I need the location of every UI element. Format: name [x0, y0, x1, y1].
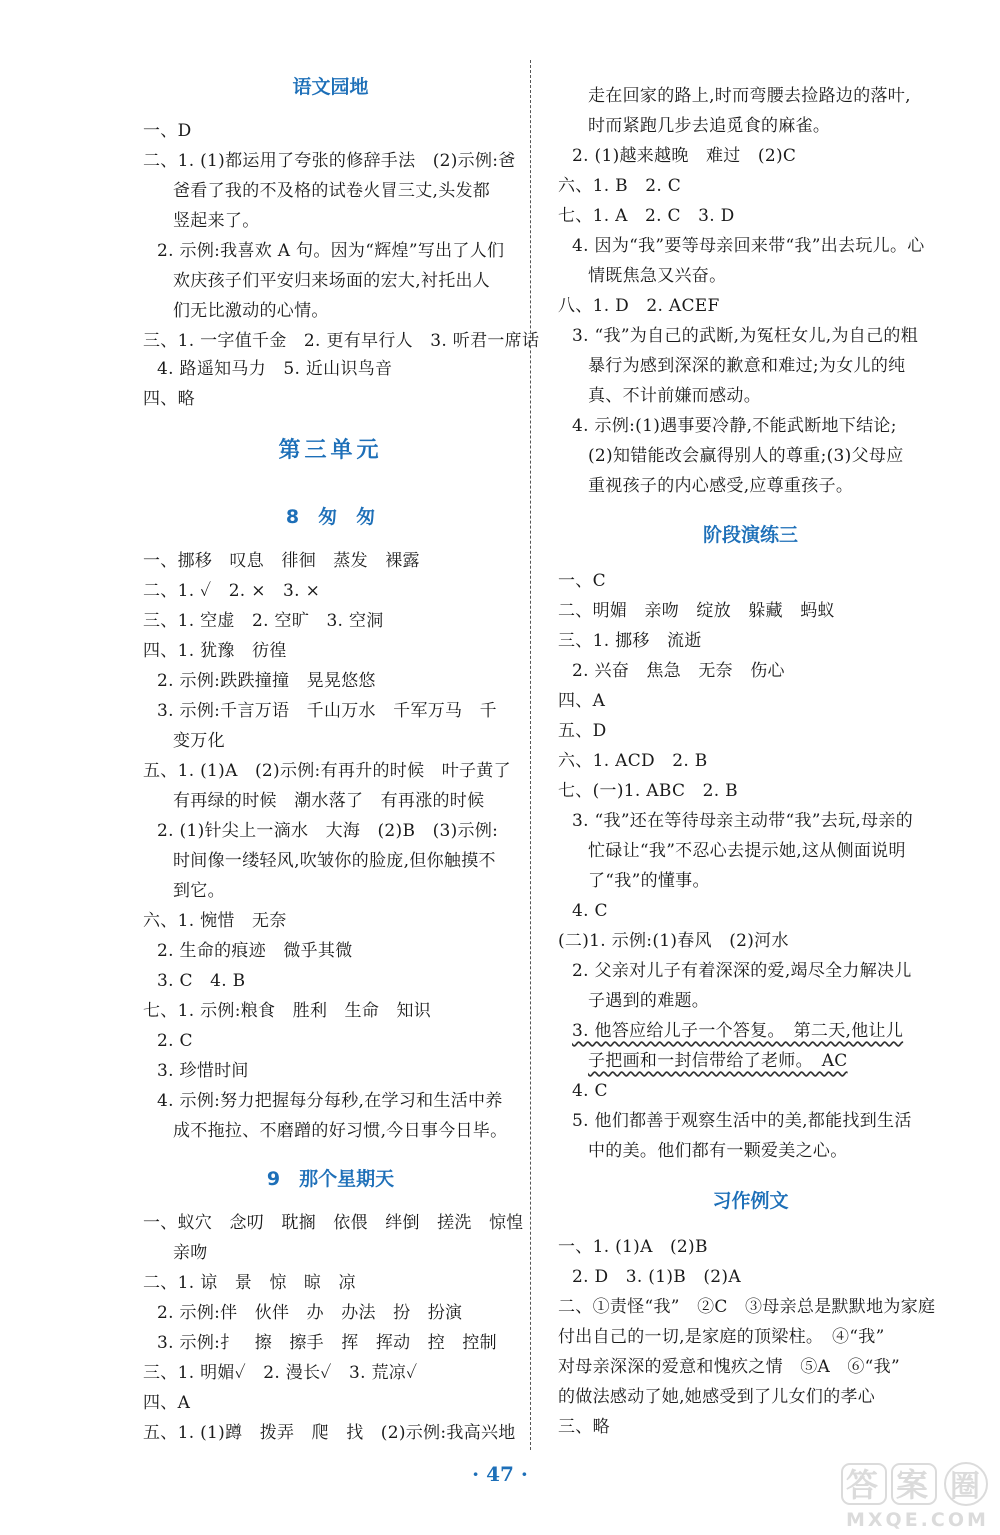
heading-unit-three: 第三单元	[278, 438, 383, 463]
answer-line: 三、1. 明媚✓ 2. 漫长✓ 3. 荒凉✓	[143, 1363, 418, 1383]
answer-line: 七、1. 示例:粮食 胜利 生命 知识	[143, 1001, 432, 1021]
answer-line: 三、略	[558, 1417, 610, 1437]
answer-line: 二、1. ✓ 2. × 3. ×	[143, 581, 321, 601]
answer-line: 亲吻	[173, 1243, 208, 1263]
answer-line: 4. 路遥知马力 5. 近山识鸟音	[157, 359, 393, 379]
answer-line: 五、1. (1)蹲 拨弄 爬 找 (2)示例:我高兴地	[143, 1423, 516, 1443]
answer-line: 2. D 3. (1)B (2)A	[572, 1267, 741, 1287]
answer-line: 3. “我”为自己的武断,为冤枉女儿,为自己的粗	[572, 326, 919, 346]
answer-line: 情既焦急又兴奋。	[588, 266, 727, 286]
svg-text:圈: 圈	[950, 1469, 980, 1504]
answer-line: 一、1. (1)A (2)B	[558, 1237, 708, 1257]
heading-stage-practice-three: 阶段演练三	[702, 524, 798, 546]
answer-line: 了“我”的懂事。	[588, 871, 710, 891]
answer-line: 4. 示例:努力把握每分每秒,在学习和生活中养	[157, 1091, 503, 1111]
answer-line: 六、1. B 2. C	[558, 176, 682, 196]
answer-line-underlined: 3. 他答应给儿子一个答复。 第二天,他让儿	[572, 1021, 904, 1041]
answer-line: 七、(一)1. ABC 2. B	[558, 781, 738, 801]
answer-line: 一、蚁穴 念叨 耽搁 依偎 绊倒 搓洗 惊惶	[143, 1213, 524, 1233]
answer-line: 一、C	[558, 571, 606, 591]
answer-line: 子遇到的难题。	[588, 991, 710, 1011]
heading-lesson-9: 9 那个星期天	[266, 1168, 395, 1190]
answer-line-underlined: 子把画和一封信带给了老师。 AC	[588, 1051, 848, 1071]
answer-line: 的做法感动了她,她感受到了儿女们的孝心	[558, 1387, 876, 1407]
heading-yuwen-yuandi: 语文园地	[292, 76, 369, 98]
answer-line: 2. 示例:我喜欢 A 句。因为“辉煌”写出了人们	[157, 241, 505, 261]
answer-line: 六、1. 惋惜 无奈	[143, 911, 287, 931]
answer-line: 2. 生命的痕迹 微乎其微	[157, 941, 353, 961]
answer-line: 走在回家的路上,时而弯腰去捡路边的落叶,	[588, 86, 911, 106]
answer-line: 一、D	[143, 121, 192, 141]
answer-line: 二、1. 谅 景 惊 晾 凉	[143, 1273, 356, 1293]
answer-line: 成不拖拉、不磨蹭的好习惯,今日事今日毕。	[173, 1121, 508, 1141]
answer-line: 重视孩子的内心感受,应尊重孩子。	[588, 476, 854, 496]
answer-line: 六、1. ACD 2. B	[558, 751, 708, 771]
column-divider	[530, 60, 532, 1450]
watermark-logo	[838, 1460, 993, 1532]
answer-line: 五、1. (1)A (2)示例:有再升的时候 叶子黄了	[143, 761, 511, 781]
answer-line: 3. “我”还在等待母亲主动带“我”去玩,母亲的	[572, 811, 913, 831]
answer-line: 4. 因为“我”要等母亲回来带“我”出去玩儿。心	[572, 236, 925, 256]
answer-line: 三、1. 空虚 2. 空旷 3. 空洞	[143, 611, 384, 631]
svg-text:案: 案	[896, 1466, 929, 1504]
answer-line: 2. 示例:伴 伙伴 办 办法 扮 扮演	[157, 1303, 463, 1323]
answer-line: 四、A	[558, 691, 606, 711]
answer-line: 3. C 4. B	[157, 971, 246, 991]
answer-line: 3. 示例:千言万语 千山万水 千军万马 千	[157, 701, 497, 721]
answer-line: 七、1. A 2. C 3. D	[558, 206, 735, 226]
answer-line: 四、A	[143, 1393, 191, 1413]
answer-line: 2. 父亲对儿子有着深深的爱,竭尽全力解决儿	[572, 961, 912, 981]
answer-line: 4. 示例:(1)遇事要冷静,不能武断地下结论;	[572, 416, 897, 436]
answer-line: 2. (1)针尖上一滴水 大海 (2)B (3)示例:	[157, 821, 499, 841]
answer-line: 暴行为感到深深的歉意和难过;为女儿的纯	[588, 356, 906, 376]
answer-line: 3. 示例:扌 擦 擦手 挥 挥动 控 控制	[157, 1333, 497, 1353]
answer-line: 对母亲深深的爱意和愧疚之情 ⑤A ⑥“我”	[558, 1357, 900, 1377]
answer-line: 有再绿的时候 潮水落了 有再涨的时候	[173, 791, 485, 811]
answer-line: 2. C	[157, 1031, 193, 1051]
page-number: · 47 ·	[472, 1462, 528, 1486]
answer-line: 2. (1)越来越晚 难过 (2)C	[572, 146, 797, 166]
answer-line: 忙碌让“我”不忍心去提示她,这从侧面说明	[588, 841, 906, 861]
answer-line: 一、挪移 叹息 徘徊 蒸发 裸露	[143, 551, 420, 571]
heading-lesson-8: 8 匆 匆	[285, 506, 376, 528]
answer-line: 三、1. 一字值千金 2. 更有早行人 3. 听君一席话	[143, 331, 540, 351]
answer-line: 二、①责怪“我” ②C ③母亲总是默默地为家庭	[558, 1297, 936, 1317]
answer-line: 时而紧跑几步去追觅食的麻雀。	[588, 116, 831, 136]
answer-line: 们无比激动的心情。	[173, 301, 329, 321]
answer-line: 五、D	[558, 721, 607, 741]
answer-line: (2)知错能改会赢得别人的尊重;(3)父母应	[588, 446, 904, 466]
svg-text:MXQE.COM: MXQE.COM	[846, 1509, 989, 1531]
answer-line: 四、1. 犹豫 彷徨	[143, 641, 287, 661]
answer-line: 四、略	[143, 389, 195, 409]
answer-line: 三、1. 挪移 流逝	[558, 631, 702, 651]
answer-line: 4. C	[572, 1081, 608, 1101]
answer-line: 二、1. (1)都运用了夸张的修辞手法 (2)示例:爸	[143, 151, 516, 171]
svg-text:答: 答	[846, 1466, 879, 1504]
answer-line: 爸看了我的不及格的试卷火冒三丈,头发都	[173, 181, 491, 201]
answer-line: 3. 珍惜时间	[157, 1061, 249, 1081]
answer-line: 4. C	[572, 901, 608, 921]
answer-line: 欢庆孩子们平安归来场面的宏大,衬托出人	[173, 271, 491, 291]
answer-line: 变万化	[173, 731, 225, 751]
answer-line: 到它。	[173, 881, 225, 901]
answer-line: 八、1. D 2. ACEF	[558, 296, 720, 316]
heading-essay-examples: 习作例文	[712, 1190, 789, 1212]
answer-line: 中的美。他们都有一颗爱美之心。	[588, 1141, 848, 1161]
answer-line: (二)1. 示例:(1)春风 (2)河水	[558, 931, 789, 951]
answer-line: 真、不计前嫌而感动。	[588, 386, 761, 406]
answer-line: 付出自己的一切,是家庭的顶梁柱。 ④“我”	[558, 1327, 885, 1347]
answer-line: 二、明媚 亲吻 绽放 躲藏 蚂蚁	[558, 601, 835, 621]
answer-line: 2. 兴奋 焦急 无奈 伤心	[572, 661, 785, 681]
answer-line: 时间像一缕轻风,吹皱你的脸庞,但你触摸不	[173, 851, 496, 871]
answer-line: 竖起来了。	[173, 211, 260, 231]
answer-line: 5. 他们都善于观察生活中的美,都能找到生活	[572, 1111, 912, 1131]
answer-line: 2. 示例:跌跌撞撞 晃晃悠悠	[157, 671, 376, 691]
